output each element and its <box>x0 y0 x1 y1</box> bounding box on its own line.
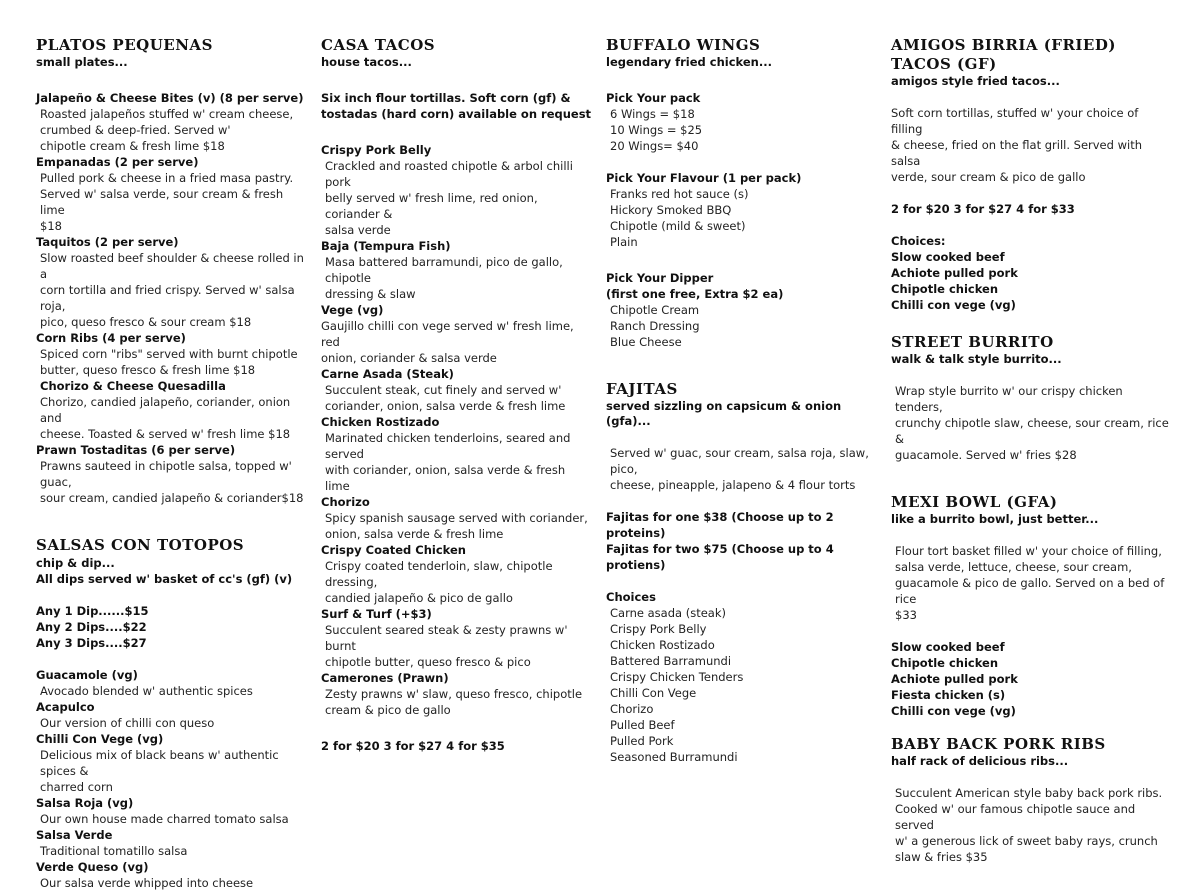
mexi-desc: Flour tort basket filled w' your choice of filling, salsa verde, lettuce, cheese, sour cream, guacamole & pico de gallo. Served on a bed of rice $33 <box>895 544 1165 622</box>
menu-item-name: Verde Queso (vg) <box>36 860 149 874</box>
fajitas-choices-heading: Choices <box>606 590 656 604</box>
casa-pricing: 2 for $20 3 for $27 4 for $35 <box>321 739 505 753</box>
menu-item-desc: Zesty prawns w' slaw, queso fresco, chipotle cream & pico de gallo <box>325 687 583 717</box>
birria-subtitle: amigos style fried tacos... <box>891 74 1060 88</box>
wings-dipper-heading: Pick Your Dipper <box>606 271 714 285</box>
wings-subtitle: legendary fried chicken... <box>606 55 772 69</box>
wings-pack: 6 Wings = $18 <box>610 107 695 121</box>
fajitas-choice: Carne asada (steak) <box>610 606 726 620</box>
fajitas-choice: Crispy Pork Belly <box>610 622 707 636</box>
wings-dipper: Chipotle Cream <box>610 303 700 317</box>
salsas-note: All dips served w' basket of cc's (gf) (v) <box>36 572 293 586</box>
menu-item-name: Empanadas (2 per serve) <box>36 155 199 169</box>
menu-item-desc: Succulent seared steak & zesty prawns w' burnt chipotle butter, queso fresco & pico <box>325 623 568 669</box>
menu-item-name: Chorizo <box>321 495 370 509</box>
casa-title: CASA TACOS <box>321 36 436 54</box>
salsas-subtitle: chip & dip... <box>36 556 115 570</box>
menu-item-desc: Our version of chilli con queso <box>40 716 215 730</box>
menu-item-name: Carne Asada (Steak) <box>321 367 454 381</box>
mexi-subtitle: like a burrito bowl, just better... <box>891 512 1099 526</box>
fajitas-offer: Fajitas for one $38 (Choose up to 2 proteins) <box>606 510 834 540</box>
menu-item-name: Chilli Con Vege (vg) <box>36 732 164 746</box>
menu-item-name: Surf & Turf (+$3) <box>321 607 432 621</box>
menu-item-desc: Pulled pork & cheese in a fried masa pastry. Served w' salsa verde, sour cream & fresh lime $18 <box>40 171 294 233</box>
wings-flavour: Franks red hot sauce (s) <box>610 187 749 201</box>
dip-price: Any 3 Dips....$27 <box>36 636 147 650</box>
birria-choice: Chilli con vege (vg) <box>891 298 1016 312</box>
wings-flavour: Chipotle (mild & sweet) <box>610 219 746 233</box>
fajitas-title: FAJITAS <box>606 380 678 398</box>
fajitas-choice: Chicken Rostizado <box>610 638 715 652</box>
menu-item-desc: Prawns sauteed in chipotle salsa, topped w' guac, sour cream, candied jalapeño & coriander$18 <box>40 459 304 505</box>
wings-dipper-note: (first one free, Extra $2 ea) <box>606 287 784 301</box>
menu-item-name: Crispy Coated Chicken <box>321 543 466 557</box>
wings-dipper: Ranch Dressing <box>610 319 700 333</box>
menu-item-name: Salsa Roja (vg) <box>36 796 134 810</box>
fajitas-choice: Crispy Chicken Tenders <box>610 670 744 684</box>
platos-list <box>36 90 306 506</box>
casa-intro: Six inch flour tortillas. Soft corn (gf) & tostadas (hard corn) available on request <box>321 91 592 121</box>
platos-subtitle: small plates... <box>36 55 128 69</box>
birria-choices-heading: Choices: <box>891 234 946 248</box>
column-1 <box>36 36 306 891</box>
menu-item-name: Acapulco <box>36 700 95 714</box>
menu-item-name: Chorizo & Cheese Quesadilla <box>40 379 226 393</box>
wings-dipper: Blue Cheese <box>610 335 682 349</box>
ribs-subtitle: half rack of delicious ribs... <box>891 754 1069 768</box>
fajitas-desc: Served w' guac, sour cream, salsa roja, slaw, pico, cheese, pineapple, jalapeno & 4 flour torts <box>610 446 869 492</box>
menu-item-name: Crispy Pork Belly <box>321 143 432 157</box>
column-3 <box>606 36 878 765</box>
menu-item-name: Taquitos (2 per serve) <box>36 235 179 249</box>
fajitas-choice: Seasoned Burramundi <box>610 750 738 764</box>
menu-item-desc: Chorizo, candied jalapeño, coriander, onion and cheese. Toasted & served w' fresh lime $18 <box>40 395 291 441</box>
menu-item-desc: Succulent steak, cut finely and served w' coriander, onion, salsa verde & fresh lime <box>325 383 566 413</box>
menu-item-desc: Crispy coated tenderloin, slaw, chipotle dressing, candied jalapeño & pico de gallo <box>325 559 553 605</box>
birria-title: AMIGOS BIRRIA (FRIED) TACOS (GF) <box>891 36 1116 73</box>
menu-item-desc: Roasted jalapeños stuffed w' cream cheese, crumbed & deep-fried. Served w' chipotle cream & fresh lime $18 <box>40 107 294 153</box>
menu-item-desc: Masa battered barramundi, pico de gallo, chipotle dressing & slaw <box>325 255 563 301</box>
mexi-choice: Chipotle chicken <box>891 656 999 670</box>
burrito-subtitle: walk & talk style burrito... <box>891 352 1062 366</box>
mexi-choice: Achiote pulled pork <box>891 672 1018 686</box>
mexi-choice: Chilli con vege (vg) <box>891 704 1016 718</box>
birria-choice: Achiote pulled pork <box>891 266 1018 280</box>
birria-choice: Slow cooked beef <box>891 250 1005 264</box>
menu-item-desc: Avocado blended w' authentic spices <box>40 684 253 698</box>
menu-item-name: Guacamole (vg) <box>36 668 138 682</box>
menu-item-name: Camerones (Prawn) <box>321 671 449 685</box>
burrito-title: STREET BURRITO <box>891 333 1054 351</box>
menu-item-desc: Marinated chicken tenderloins, seared and served with coriander, onion, salsa verde & fresh lime <box>325 431 571 493</box>
wings-title: BUFFALO WINGS <box>606 36 761 54</box>
column-4 <box>891 36 1171 865</box>
menu-item-name: Vege (vg) <box>321 303 384 317</box>
fajitas-choice: Pulled Beef <box>610 718 675 732</box>
menu-item-name: Prawn Tostaditas (6 per serve) <box>36 443 236 457</box>
fajitas-choice: Chilli Con Vege <box>610 686 697 700</box>
dip-price: Any 2 Dips....$22 <box>36 620 147 634</box>
platos-title: PLATOS PEQUENAS <box>36 36 213 54</box>
wings-pack: 20 Wings= $40 <box>610 139 699 153</box>
menu-item-desc: Gaujillo chilli con vege served w' fresh lime, red onion, coriander & salsa verde <box>321 319 574 365</box>
menu-item-desc: Spicy spanish sausage served with coriander, onion, salsa verde & fresh lime <box>325 511 588 541</box>
wings-flavour: Hickory Smoked BBQ <box>610 203 732 217</box>
menu-item-name: Baja (Tempura Fish) <box>321 239 451 253</box>
wings-flavour-heading: Pick Your Flavour (1 per pack) <box>606 171 802 185</box>
fajitas-choice: Battered Barramundi <box>610 654 732 668</box>
salsas-list <box>36 667 306 891</box>
fajitas-choice: Chorizo <box>610 702 654 716</box>
fajitas-subtitle: served sizzling on capsicum & onion (gfa)... <box>606 399 842 428</box>
menu-item-desc: Our own house made charred tomato salsa <box>40 812 289 826</box>
birria-choice: Chipotle chicken <box>891 282 999 296</box>
wings-flavour: Plain <box>610 235 638 249</box>
mexi-choice: Fiesta chicken (s) <box>891 688 1006 702</box>
column-2 <box>321 36 593 754</box>
dip-price: Any 1 Dip......$15 <box>36 604 149 618</box>
birria-pricing: 2 for $20 3 for $27 4 for $33 <box>891 202 1075 216</box>
menu-item-name: Corn Ribs (4 per serve) <box>36 331 186 345</box>
burrito-desc: Wrap style burrito w' our crispy chicken tenders, crunchy chipotle slaw, cheese, sour cream, rice & guacamole. Served w' fries $28 <box>895 384 1169 462</box>
salsas-title: SALSAS CON TOTOPOS <box>36 536 245 554</box>
menu-item-desc: Spiced corn "ribs" served with burnt chipotle butter, queso fresco & fresh lime $18 <box>40 347 298 377</box>
mexi-choice: Slow cooked beef <box>891 640 1005 654</box>
fajitas-offer: Fajitas for two $75 (Choose up to 4 protiens) <box>606 542 834 572</box>
casa-list <box>321 142 593 718</box>
menu-item-desc: Delicious mix of black beans w' authentic spices & charred corn <box>40 748 279 794</box>
wings-pack-heading: Pick Your pack <box>606 91 701 105</box>
menu-item-name: Chicken Rostizado <box>321 415 440 429</box>
casa-subtitle: house tacos... <box>321 55 412 69</box>
birria-desc: Soft corn tortillas, stuffed w' your choice of filling & cheese, fried on the flat grill. Served with salsa verde, sour cream & pico de gallo <box>891 106 1142 184</box>
menu-item-desc: Traditional tomatillo salsa <box>40 844 188 858</box>
menu-item-name: Jalapeño & Cheese Bites (v) (8 per serve) <box>36 91 304 105</box>
fajitas-choice: Pulled Pork <box>610 734 674 748</box>
ribs-desc: Succulent American style baby back pork ribs. Cooked w' our famous chipotle sauce and served w' a generous lick of sweet baby rays, crunch slaw & fries $35 <box>895 786 1163 864</box>
wings-pack: 10 Wings = $25 <box>610 123 703 137</box>
mexi-title: MEXI BOWL (GFA) <box>891 493 1058 511</box>
menu-item-desc: Slow roasted beef shoulder & cheese rolled in a corn tortilla and fried crispy. Served w' salsa roja, pico, queso fresco & sour cream $18 <box>40 251 304 329</box>
menu-item-desc: Our salsa verde whipped into cheese <box>40 876 254 890</box>
menu-item-name: Salsa Verde <box>36 828 113 842</box>
menu-item-desc: Crackled and roasted chipotle & arbol chilli pork belly served w' fresh lime, red onion, coriander & salsa verde <box>325 159 573 237</box>
ribs-title: BABY BACK PORK RIBS <box>891 735 1106 753</box>
